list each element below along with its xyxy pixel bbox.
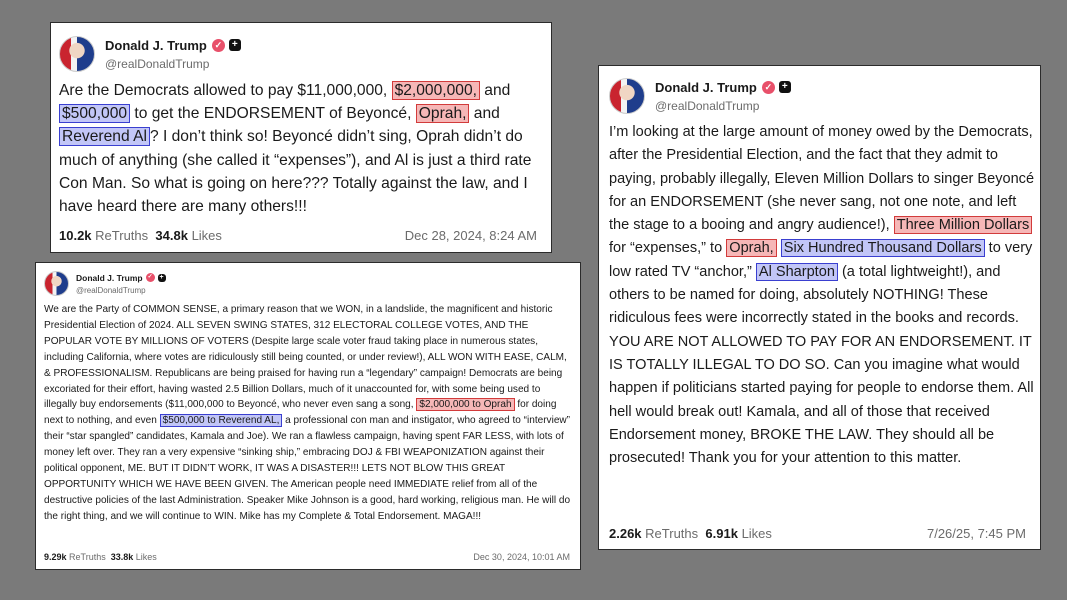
author-name[interactable]: Donald J. Trump bbox=[655, 79, 757, 95]
author-handle[interactable]: @realDonaldTrump bbox=[76, 285, 146, 295]
post-text-segment: Are the Democrats allowed to pay $11,000,000, bbox=[59, 82, 392, 99]
likes-count[interactable]: 33.8k Likes bbox=[110, 552, 157, 562]
post-text-segment: to get the ENDORSEMENT of Beyoncé, bbox=[130, 105, 416, 123]
post-header bbox=[44, 271, 166, 296]
post-stats bbox=[44, 552, 570, 562]
post-text-segment: to very low rated TV “anchor,” bbox=[609, 240, 1033, 280]
author-name[interactable]: Donald J. Trump bbox=[105, 37, 207, 53]
verified-icon: ✓ bbox=[147, 274, 153, 280]
likes-count[interactable]: 6.91k Likes bbox=[705, 526, 772, 541]
post-text-segment: and bbox=[469, 105, 500, 123]
avatar[interactable] bbox=[609, 78, 645, 114]
highlight-red: Three Million Dollars bbox=[894, 216, 1033, 234]
plus-badge-icon: + bbox=[229, 39, 241, 51]
plus-badge-icon: + bbox=[779, 81, 791, 93]
post-stats bbox=[59, 228, 537, 243]
retruths-count[interactable]: 2.26k ReTruths bbox=[609, 526, 699, 541]
likes-count[interactable]: 34.8k Likes bbox=[155, 228, 222, 243]
highlight-blue: $500,000 bbox=[59, 104, 130, 123]
post-card-jul-26 bbox=[598, 65, 1041, 550]
post-text-segment: for “expenses,” to bbox=[609, 240, 727, 257]
post-text-segment: a professional con man and instigator, who agreed to “interview” their “star spangled” candidates, Kamala and Joe). We ran a flawless campaign, having spent FAR LESS, with lots of money left over. They ran a very expensive “sinking ship,” embracing DOJ & FBI WEAPONIZATION against their political opponent, ME. BUT IT DIDN’T WORK, IT WAS A DISASTER!!! LETS NOT BLOW THIS GREAT OPPORTUNITY WHICH WE HAVE BEEN GIVEN. The American people need IMMEDIATE relief from all of the destructive policies of the last Administration. Speaker Mike Johnson is a good, hard working, religious man. He will do the right thing, and we will continue to WIN. Mike has my Complete & Total Endorsement. MAGA!!! bbox=[44, 415, 571, 522]
highlight-red: Oprah, bbox=[416, 104, 470, 123]
highlight-red: $2,000,000, bbox=[392, 81, 480, 100]
post-card-dec-28 bbox=[50, 22, 552, 253]
post-date[interactable]: Dec 30, 2024, 10:01 AM bbox=[473, 552, 570, 562]
retruths-count[interactable]: 9.29k ReTruths bbox=[44, 552, 106, 562]
post-text bbox=[59, 79, 539, 218]
avatar[interactable] bbox=[59, 36, 95, 72]
highlight-blue: Al Sharpton bbox=[756, 263, 838, 281]
avatar[interactable] bbox=[44, 271, 69, 296]
highlight-red: Oprah, bbox=[726, 239, 776, 257]
post-text bbox=[609, 121, 1037, 470]
post-text-segment: ? I don’t think so! Beyoncé didn’t sing, Oprah didn’t do much of anything (she called it “expenses”), and Al is just a third rate Con Man. So what is going on here??? Totally against the law, and I have heard there are many others!!! bbox=[59, 128, 532, 216]
verified-icon: ✓ bbox=[212, 39, 225, 52]
post-text-segment: and bbox=[479, 82, 511, 99]
author-name[interactable]: Donald J. Trump bbox=[76, 272, 143, 283]
author-handle[interactable]: @realDonaldTrump bbox=[105, 56, 210, 71]
post-date[interactable]: 7/26/25, 7:45 PM bbox=[926, 526, 1026, 541]
post-stats bbox=[609, 526, 1026, 541]
post-text-segment: (a total lightweight!), and others to be named for doing, absolutely NOTHING! These ridiculous fees were incorrectly stated in the books and records. YOU ARE NOT ALLOWED TO PAY FOR AN ENDORSEMENT. IT IS TOTALLY ILLEGAL TO DO SO. Can you imagine what would happen if politicians started paying for people to endorse them. All hell would break out! Kamala, and all of those that received Endorsement money, BROKE THE LAW. They should all be prosecuted! Thank you for your attention to this matter. bbox=[609, 263, 1034, 467]
retruths-count[interactable]: 10.2k ReTruths bbox=[59, 228, 149, 243]
post-text bbox=[44, 302, 576, 525]
post-text-segment: I’m looking at the large amount of money owed by the Democrats, after the Presidential Election, and the fact that they admit to paying, probably illegally, Eleven Million Dollars to singer Beyoncé for an ENDORSEMENT (she never sang, not one note, and left the stage to a booing and angry audience!), bbox=[609, 124, 1035, 234]
highlight-red: $2,000,000 to Oprah bbox=[416, 398, 514, 411]
highlight-blue: $500,000 to Reverend AL, bbox=[160, 414, 283, 427]
post-header bbox=[59, 36, 241, 72]
post-header bbox=[609, 78, 791, 114]
post-card-dec-30 bbox=[35, 262, 581, 570]
post-text-segment: We are the Party of COMMON SENSE, a primary reason that we WON, in a landslide, the magnificent and historic Presidential Election of 2024. ALL SEVEN SWING STATES, 312 ELECTORAL COLLEGE VOTES, AND THE POPULAR VOTE BY MILLIONS OF VOTERS (Despite large scale voter fraud taking place in numerous states, including California, where votes are ridiculously still being counted, or under review!), ALL WON WITH EASE, CALM, & PROFESSIONALISM. Republicans are being praised for having run a “legendary” campaign! Democrats are being excoriated for their effort, having wasted 2.5 Billion Dollars, much of it unaccounted for, with some being used to illegally buy endorsements ($11,000,000 to Beyoncé, who never even sang a song, bbox=[44, 304, 567, 411]
post-date[interactable]: Dec 28, 2024, 8:24 AM bbox=[404, 228, 537, 243]
highlight-blue: Six Hundred Thousand Dollars bbox=[781, 239, 985, 257]
author-handle[interactable]: @realDonaldTrump bbox=[655, 98, 760, 113]
verified-icon: ✓ bbox=[762, 81, 775, 94]
plus-badge-icon: + bbox=[159, 273, 164, 281]
post-text-segment: for doing next to nothing, and even bbox=[44, 399, 557, 427]
highlight-blue: Reverend Al bbox=[59, 127, 150, 146]
